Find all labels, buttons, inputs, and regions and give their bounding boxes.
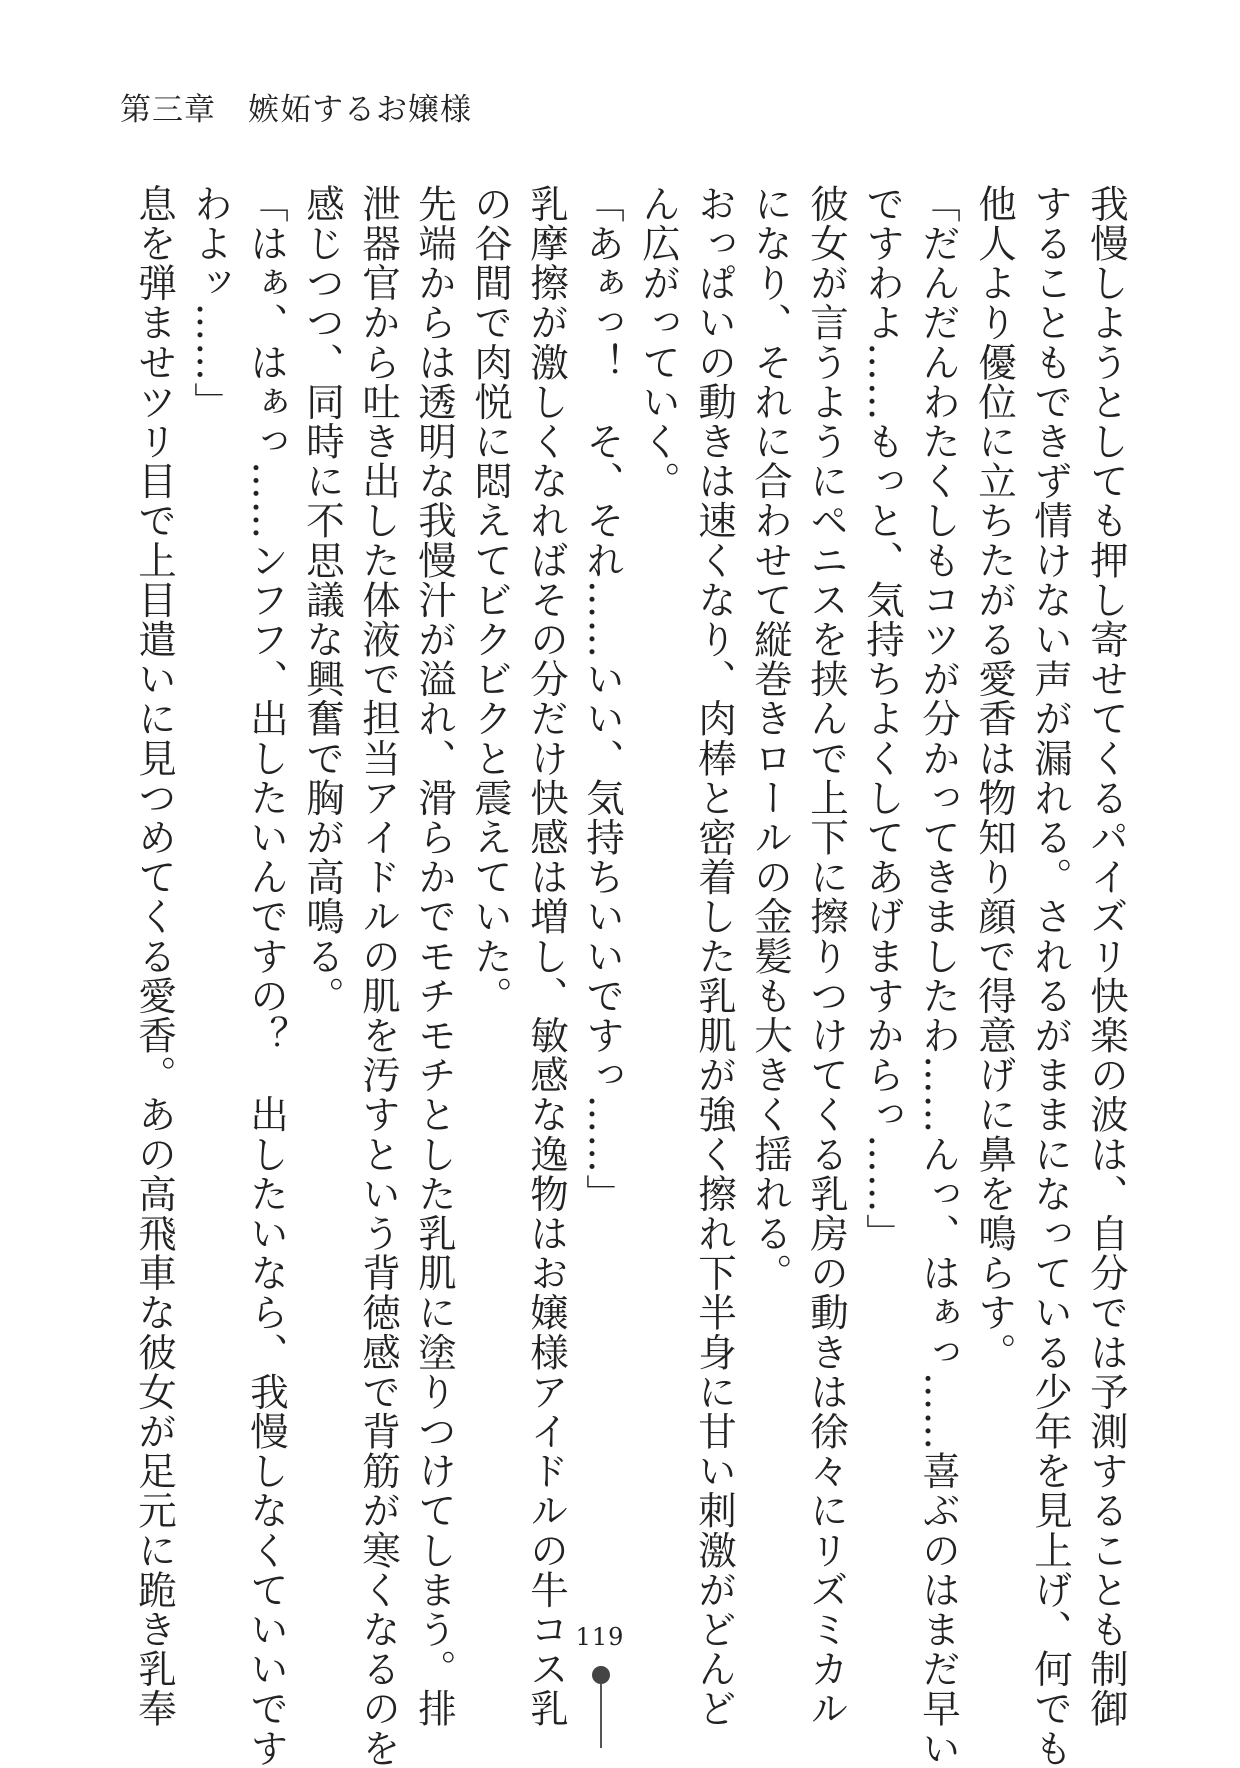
text-line: 泄器官から吐き出した体液で担当アイドルの肌を汚すという背徳感で背筋が寒くなるのを xyxy=(356,184,401,1768)
text-line: の谷間で肉悦に悶えてビクビクと震えていた。 xyxy=(468,184,513,1016)
text-line: 乳摩擦が激しくなればその分だけ快感は増し、敏感な逸物はお嬢様アイドルの牛コス乳 xyxy=(524,184,569,1729)
text-line: 「だんだんわたくしもコツが分かってきましたわ……んっ、はぁっ……喜ぶのはまだ早い xyxy=(916,184,961,1768)
text-line: ん広がっていく。 xyxy=(636,184,681,501)
text-line: おっぱいの動きは速くなり、肉棒と密着した乳肌が強く擦れ下半身に甘い刺激がどんど xyxy=(692,184,737,1729)
text-line: わよッ……」 xyxy=(188,184,233,422)
text-line: 感じつつ、同時に不思議な興奮で胸が高鳴る。 xyxy=(300,184,345,1016)
text-line: になり、それに合わせて縦巻きロールの金髪も大きく揺れる。 xyxy=(748,184,793,1293)
page-number: 119 xyxy=(575,1623,625,1651)
text-line: することもできず情けない声が漏れる。されるがままになっている少年を見上げ、何でも xyxy=(1028,184,1073,1768)
text-line: 「あぁっ！ そ、それ……いい、気持ちいいですっ……」 xyxy=(580,184,625,1214)
text-line: 他人より優位に立ちたがる愛香は物知り顔で得意げに鼻を鳴らす。 xyxy=(972,184,1017,1372)
text-line: 彼女が言うようにペニスを挟んで上下に擦りつけてくる乳房の動きは徐々にリズミカル xyxy=(804,184,849,1729)
text-line: 先端からは透明な我慢汁が溢れ、滑らかでモチモチとした乳肌に塗りつけてしまう。排 xyxy=(412,184,457,1729)
running-head: 第三章 嫉妬するお嬢様 xyxy=(120,92,472,128)
folio-dot-icon xyxy=(592,1666,610,1684)
folio-rule xyxy=(600,1684,602,1748)
text-line: 息を弾ませツリ目で上目遣いに見つめてくる愛香。あの高飛車な彼女が足元に跪き乳奉 xyxy=(132,184,177,1729)
text-line: 我慢しようとしても押し寄せてくるパイズリ快楽の波は、自分では予測することも制御 xyxy=(1084,184,1129,1729)
text-line: ですわよ……もっと、気持ちよくしてあげますからっ……」 xyxy=(860,184,905,1254)
text-line: 「はぁ、はぁっ……ンフフ、出したいんですの？ 出したいなら、我慢しなくていいです xyxy=(244,184,289,1768)
